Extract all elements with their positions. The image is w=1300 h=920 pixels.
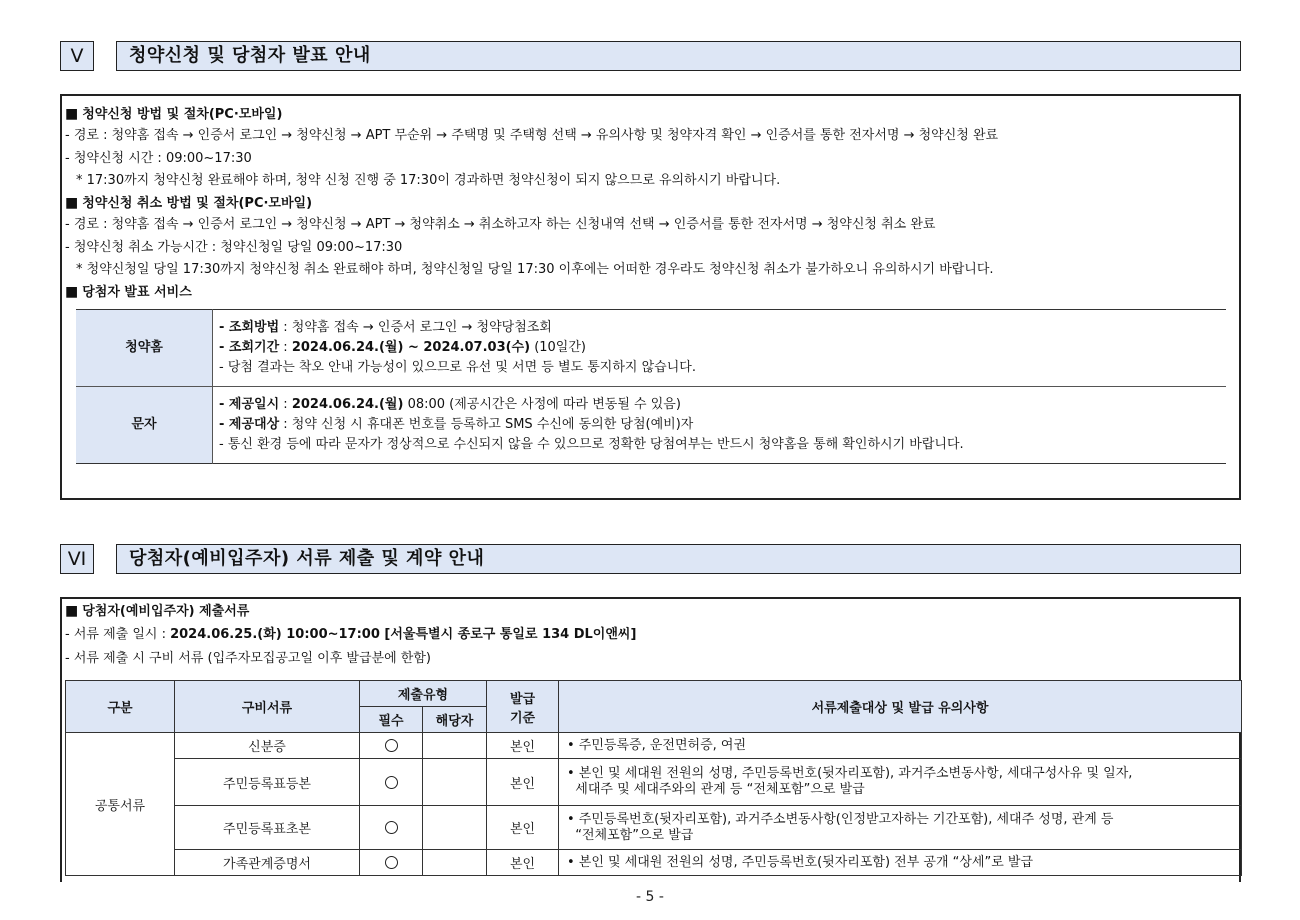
- doc-cell: 주민등록표등본: [175, 759, 360, 806]
- cancel-time: - 청약신청 취소 가능시간 : 청약신청일 당일 09:00~17:30: [65, 240, 403, 255]
- row-head: 청약홈: [76, 310, 213, 387]
- header-notes: 서류제출대상 및 발급 유의사항: [559, 681, 1242, 733]
- basis-cell: 본인: [487, 850, 559, 876]
- apply-note: * 17:30까지 청약신청 완료해야 하며, 청약 신청 진행 중 17:30이 경과하면 청약신청이 되지 않으므로 유의하시기 바랍니다.: [76, 173, 781, 188]
- basis-cell: 본인: [487, 806, 559, 850]
- notes-cell: • 주민등록번호(뒷자리포함), 과거주소변동사항(인정받고자하는 기간포함), 세대주 성명, 관계 등 “전체포함”으로 발급: [559, 806, 1242, 850]
- row-head: 문자: [76, 387, 213, 464]
- apply-time: - 청약신청 시간 : 09:00~17:30: [65, 151, 252, 166]
- table-row: [76, 310, 1226, 387]
- notes-cell: • 본인 및 세대원 전원의 성명, 주민등록번호(뒷자리포함), 과거주소변동사항, 세대구성사유 및 일자, 세대주 및 세대주와의 관계 등 “전체포함”으로 발급: [559, 759, 1242, 806]
- section-number: V: [60, 41, 94, 71]
- header-issue: 발급 기준: [487, 681, 559, 733]
- table-row: [66, 806, 1242, 850]
- table-row: [66, 733, 1242, 759]
- circle-icon: [385, 821, 398, 834]
- submit-note: - 서류 제출 시 구비 서류 (입주자모집공고일 이후 발급분에 한함): [65, 651, 431, 666]
- announcement-table: [76, 309, 1226, 464]
- required-mark: [360, 850, 423, 876]
- required-mark: [360, 733, 423, 759]
- row-content: - 제공일시 : 2024.06.24.(월) 08:00 (제공시간은 사정에 따라 변동될 수 있음) - 제공대상 : 청약 신청 시 휴대폰 번호를 등록하고 SMS 수신에 동의한 당첨(예비)자 - 통신 환경 등에 따라 문자가 정상적으로 수신되지 않을 수 있으므로 정확한 당첨여부는 반드시 청약홈을 통해 확인하시기 바랍니다.: [219, 397, 964, 452]
- subheading-cancel: ■ 청약신청 취소 방법 및 절차(PC·모바일): [65, 195, 313, 211]
- subheading-documents: ■ 당첨자(예비입주자) 제출서류: [65, 603, 250, 619]
- applicable-cell: [423, 733, 487, 759]
- circle-icon: [385, 776, 398, 789]
- required-mark: [360, 759, 423, 806]
- header-required: 필수: [360, 707, 423, 733]
- submit-date: - 서류 제출 일시 : 2024.06.25.(화) 10:00~17:00 [서울특별시 종로구 통일로 134 DL이앤씨]: [65, 627, 637, 642]
- header-type: 제출유형: [360, 681, 487, 707]
- section-v-header: [60, 41, 1241, 71]
- header-docs: 구비서류: [175, 681, 360, 733]
- page-number: - 5 -: [636, 889, 664, 905]
- doc-cell: 신분증: [175, 733, 360, 759]
- table-row: [76, 387, 1226, 464]
- circle-icon: [385, 856, 398, 869]
- doc-cell: 주민등록표초본: [175, 806, 360, 850]
- notes-cell: • 본인 및 세대원 전원의 성명, 주민등록번호(뒷자리포함) 전부 공개 “상세”로 발급: [559, 850, 1242, 876]
- cancel-route: - 경로 : 청약홈 접속 → 인증서 로그인 → 청약신청 → APT → 청약취소 → 취소하고자 하는 신청내역 선택 → 인증서를 통한 전자서명 → 청약신청 취소 완료: [65, 217, 936, 232]
- section-vi-header: [60, 544, 1241, 574]
- cancel-note: * 청약신청일 당일 17:30까지 청약신청 취소 완료해야 하며, 청약신청일 당일 17:30 이후에는 어떠한 경우라도 청약신청 취소가 불가하오니 유의하시기 바랍니다.: [76, 262, 994, 277]
- section-v-box: [60, 94, 1241, 500]
- section-title: 당첨자(예비입주자) 서류 제출 및 계약 안내: [116, 544, 1241, 574]
- table-row: [66, 759, 1242, 806]
- section-number: VI: [60, 544, 94, 574]
- section-vi-box: [60, 597, 1241, 882]
- section-title: 청약신청 및 당첨자 발표 안내: [116, 41, 1241, 71]
- header-gubun: 구분: [66, 681, 175, 733]
- applicable-cell: [423, 759, 487, 806]
- group-cell: 공통서류: [66, 733, 175, 876]
- apply-route: - 경로 : 청약홈 접속 → 인증서 로그인 → 청약신청 → APT 무순위 → 주택명 및 주택형 선택 → 유의사항 및 청약자격 확인 → 인증서를 통한 전자서명 → 청약신청 완료: [65, 128, 999, 143]
- applicable-cell: [423, 850, 487, 876]
- subheading-apply: ■ 청약신청 방법 및 절차(PC·모바일): [65, 106, 283, 122]
- table-row: [66, 850, 1242, 876]
- doc-cell: 가족관계증명서: [175, 850, 360, 876]
- basis-cell: 본인: [487, 759, 559, 806]
- applicable-cell: [423, 806, 487, 850]
- row-content: - 조회방법 : 청약홈 접속 → 인증서 로그인 → 청약당첨조회 - 조회기간 : 2024.06.24.(월) ~ 2024.07.03(수) (10일간) - 당첨 결과는 착오 안내 가능성이 있으므로 유선 및 서면 등 별도 통지하지 않습니다.: [219, 320, 696, 375]
- header-applicable: 해당자: [423, 707, 487, 733]
- required-mark: [360, 806, 423, 850]
- basis-cell: 본인: [487, 733, 559, 759]
- notes-cell: • 주민등록증, 운전면허증, 여권: [559, 733, 1242, 759]
- circle-icon: [385, 739, 398, 752]
- subheading-announce: ■ 당첨자 발표 서비스: [65, 284, 192, 300]
- documents-table: [65, 680, 1242, 876]
